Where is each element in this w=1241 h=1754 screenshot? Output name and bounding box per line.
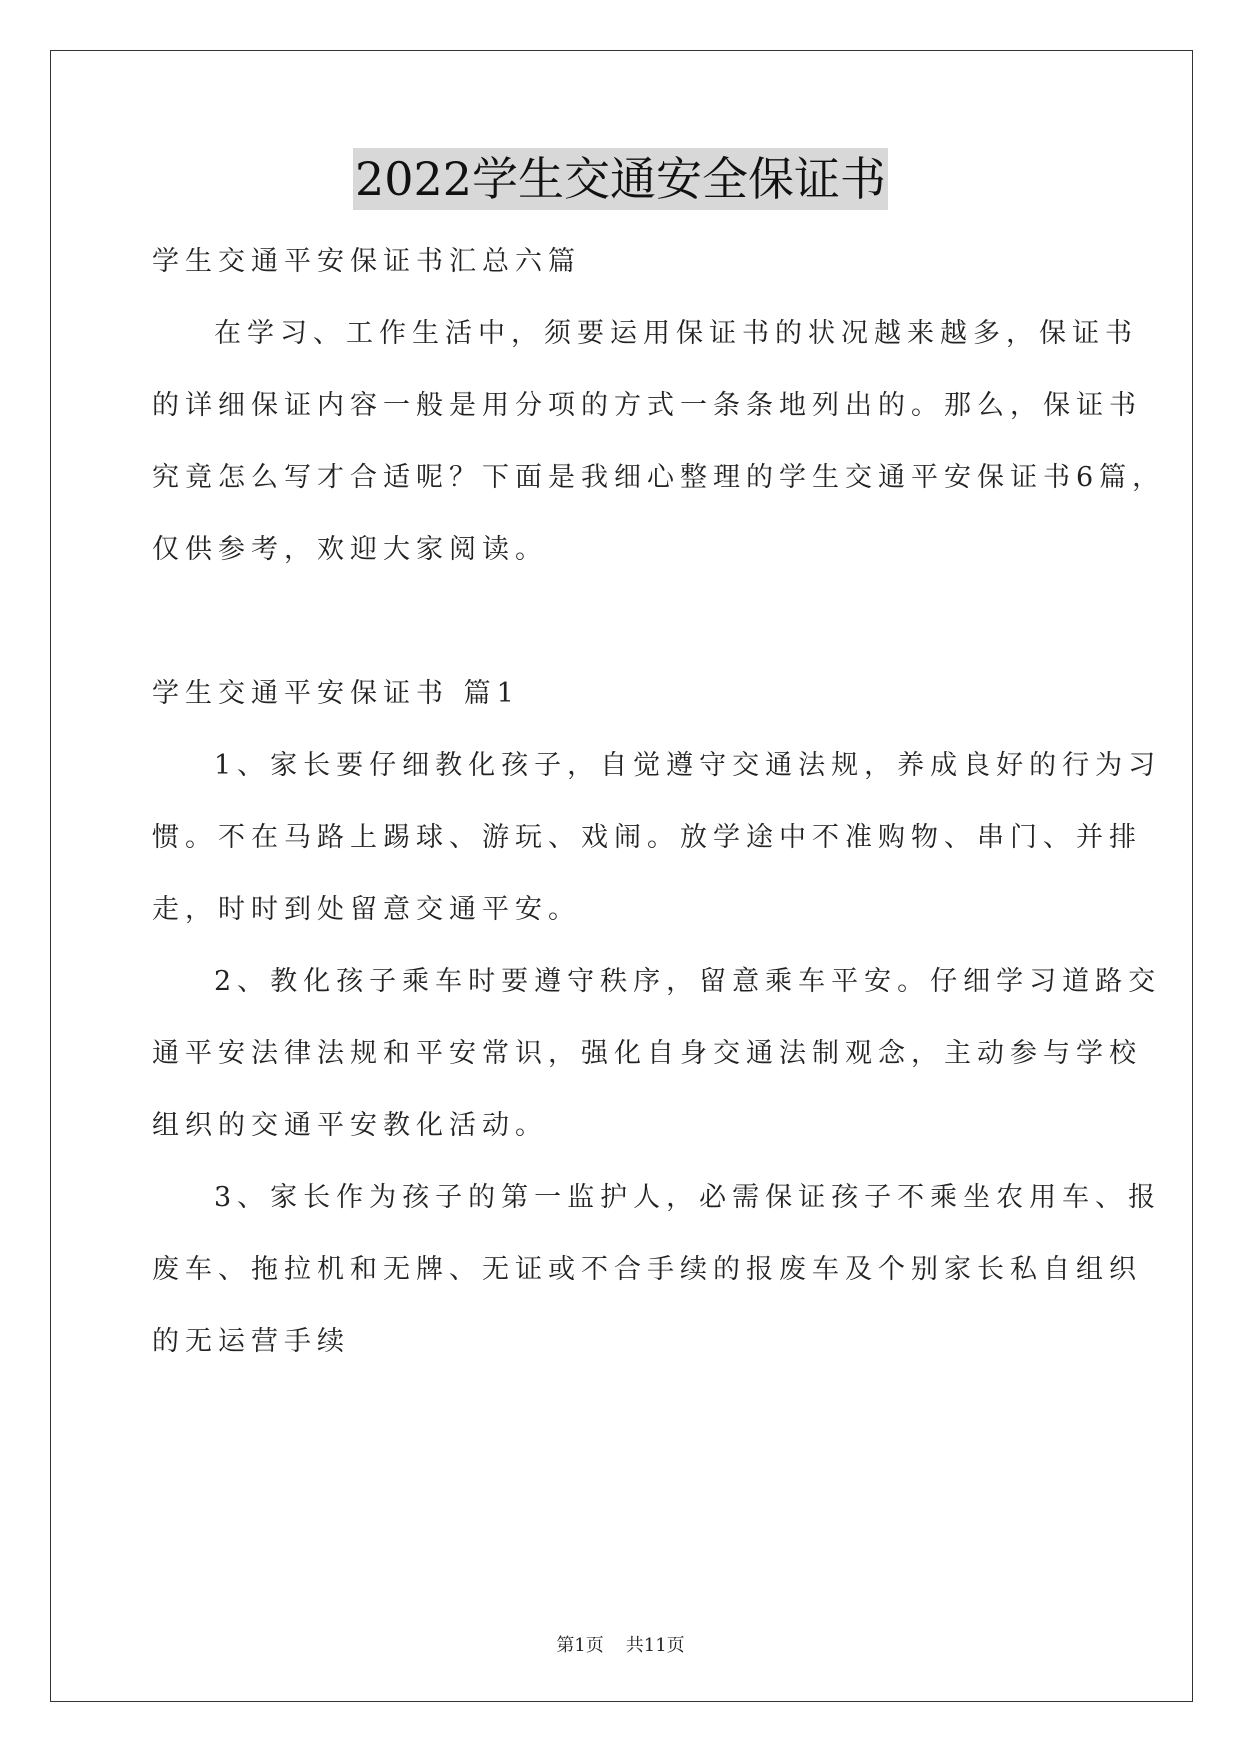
section-heading: 学生交通平安保证书 篇1 — [152, 678, 520, 709]
paragraph-line: 通平安法律法规和平安常识，强化自身交通法制观念，主动参与学校 — [152, 1038, 1142, 1069]
page-number-current: 第1页 — [556, 1635, 604, 1656]
document-title: 2022学生交通安全保证书 — [353, 148, 888, 210]
subtitle-line: 学生交通平安保证书汇总六篇 — [152, 246, 581, 277]
paragraph-line: 究竟怎么写才合适呢？下面是我细心整理的学生交通平安保证书6篇， — [152, 462, 1166, 493]
paragraph-line: 走，时时到处留意交通平安。 — [152, 894, 581, 925]
paragraph-line: 1、家长要仔细教化孩子，自觉遵守交通法规，养成良好的行为习 — [214, 750, 1162, 781]
page-footer — [0, 1634, 1241, 1658]
page-border — [50, 50, 1193, 1702]
paragraph-line: 仅供参考，欢迎大家阅读。 — [152, 534, 548, 565]
paragraph-line: 2、教化孩子乘车时要遵守秩序，留意乘车平安。仔细学习道路交 — [214, 966, 1162, 997]
paragraph-line: 的详细保证内容一般是用分项的方式一条条地列出的。那么，保证书 — [152, 390, 1142, 421]
page-number-total: 共11页 — [625, 1635, 685, 1656]
title-container — [0, 148, 1241, 210]
paragraph-line: 的无运营手续 — [152, 1326, 350, 1357]
paragraph-line: 废车、拖拉机和无牌、无证或不合手续的报废车及个别家长私自组织 — [152, 1254, 1142, 1285]
paragraph-line: 3、家长作为孩子的第一监护人，必需保证孩子不乘坐农用车、报 — [214, 1182, 1162, 1213]
paragraph-line: 在学习、工作生活中，须要运用保证书的状况越来越多，保证书 — [214, 318, 1138, 349]
paragraph-line: 组织的交通平安教化活动。 — [152, 1110, 548, 1141]
paragraph-line: 惯。不在马路上踢球、游玩、戏闹。放学途中不准购物、串门、并排 — [152, 822, 1142, 853]
